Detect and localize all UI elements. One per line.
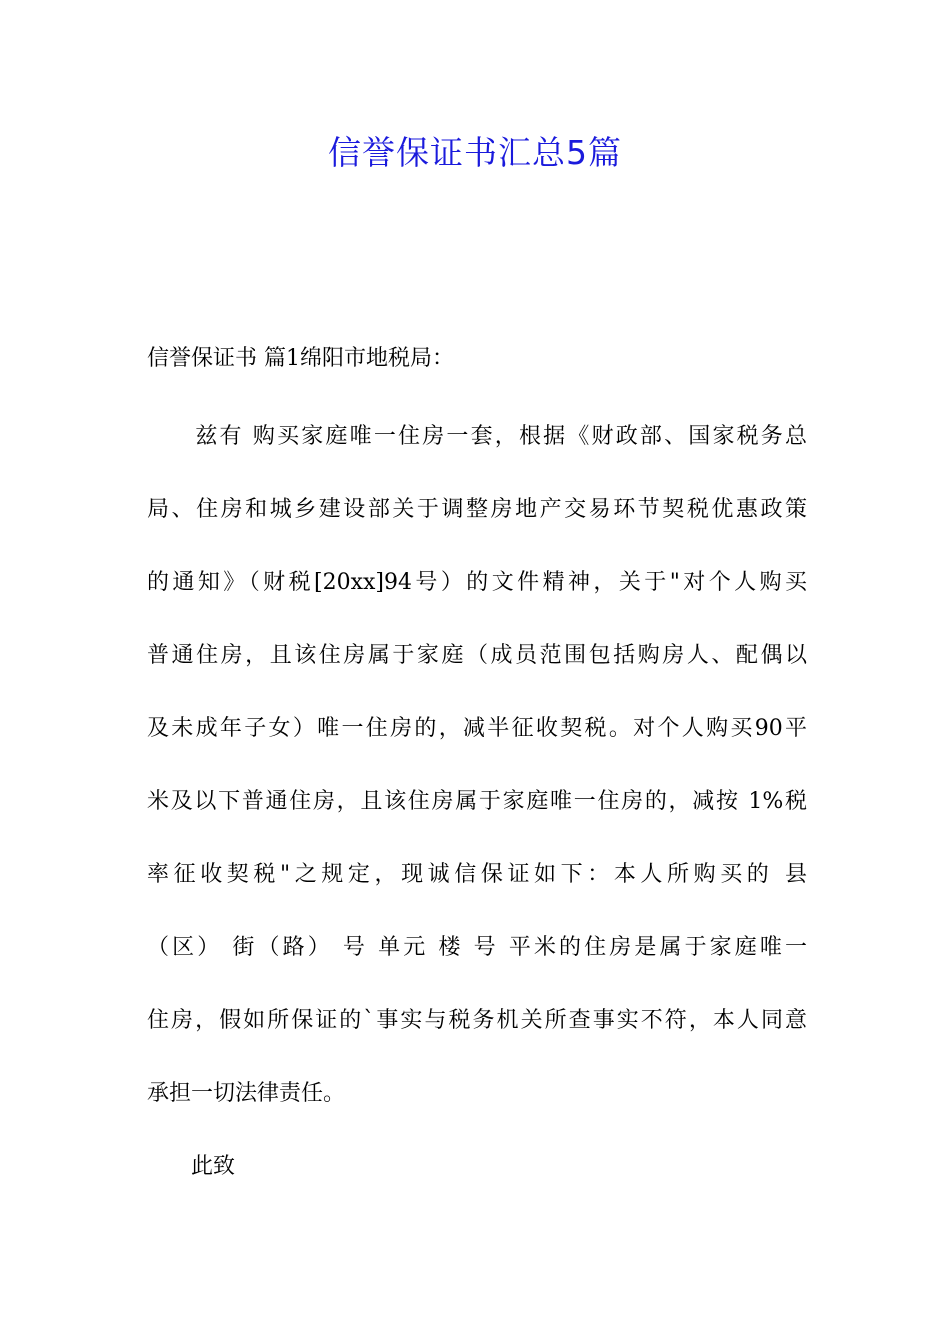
paragraph-line: 住房，假如所保证的`事实与税务机关所查事实不符，本人同意 xyxy=(147,1008,807,1033)
paragraph-line: 兹有 购买家庭唯一住房一套，根据《财政部、国家税务总 xyxy=(147,424,807,449)
paragraph-line: 局、住房和城乡建设部关于调整房地产交易环节契税优惠政策 xyxy=(147,497,807,522)
paragraph-line: 承担一切法律责任。 xyxy=(147,1081,346,1106)
paragraph-line: （区） 街（路） 号 单元 楼 号 平米的住房是属于家庭唯一 xyxy=(147,935,807,960)
section-heading: 信誉保证书 篇1绵阳市地税局： xyxy=(147,346,454,371)
closing-line: 此致 xyxy=(147,1154,236,1179)
page-title: 信誉保证书汇总5篇 xyxy=(328,133,622,172)
paragraph-line: 米及以下普通住房，且该住房属于家庭唯一住房的，减按 1%税 xyxy=(147,789,807,814)
paragraph-line: 率征收契税"之规定，现诚信保证如下：本人所购买的 县 xyxy=(147,862,807,887)
paragraph-line: 的通知》（财税[20xx]94号）的文件精神，关于"对个人购买 xyxy=(147,570,807,595)
paragraph-line: 及未成年子女）唯一住房的，减半征收契税。对个人购买90平 xyxy=(147,716,807,741)
paragraph-line: 普通住房，且该住房属于家庭（成员范围包括购房人、配偶以 xyxy=(147,643,807,668)
